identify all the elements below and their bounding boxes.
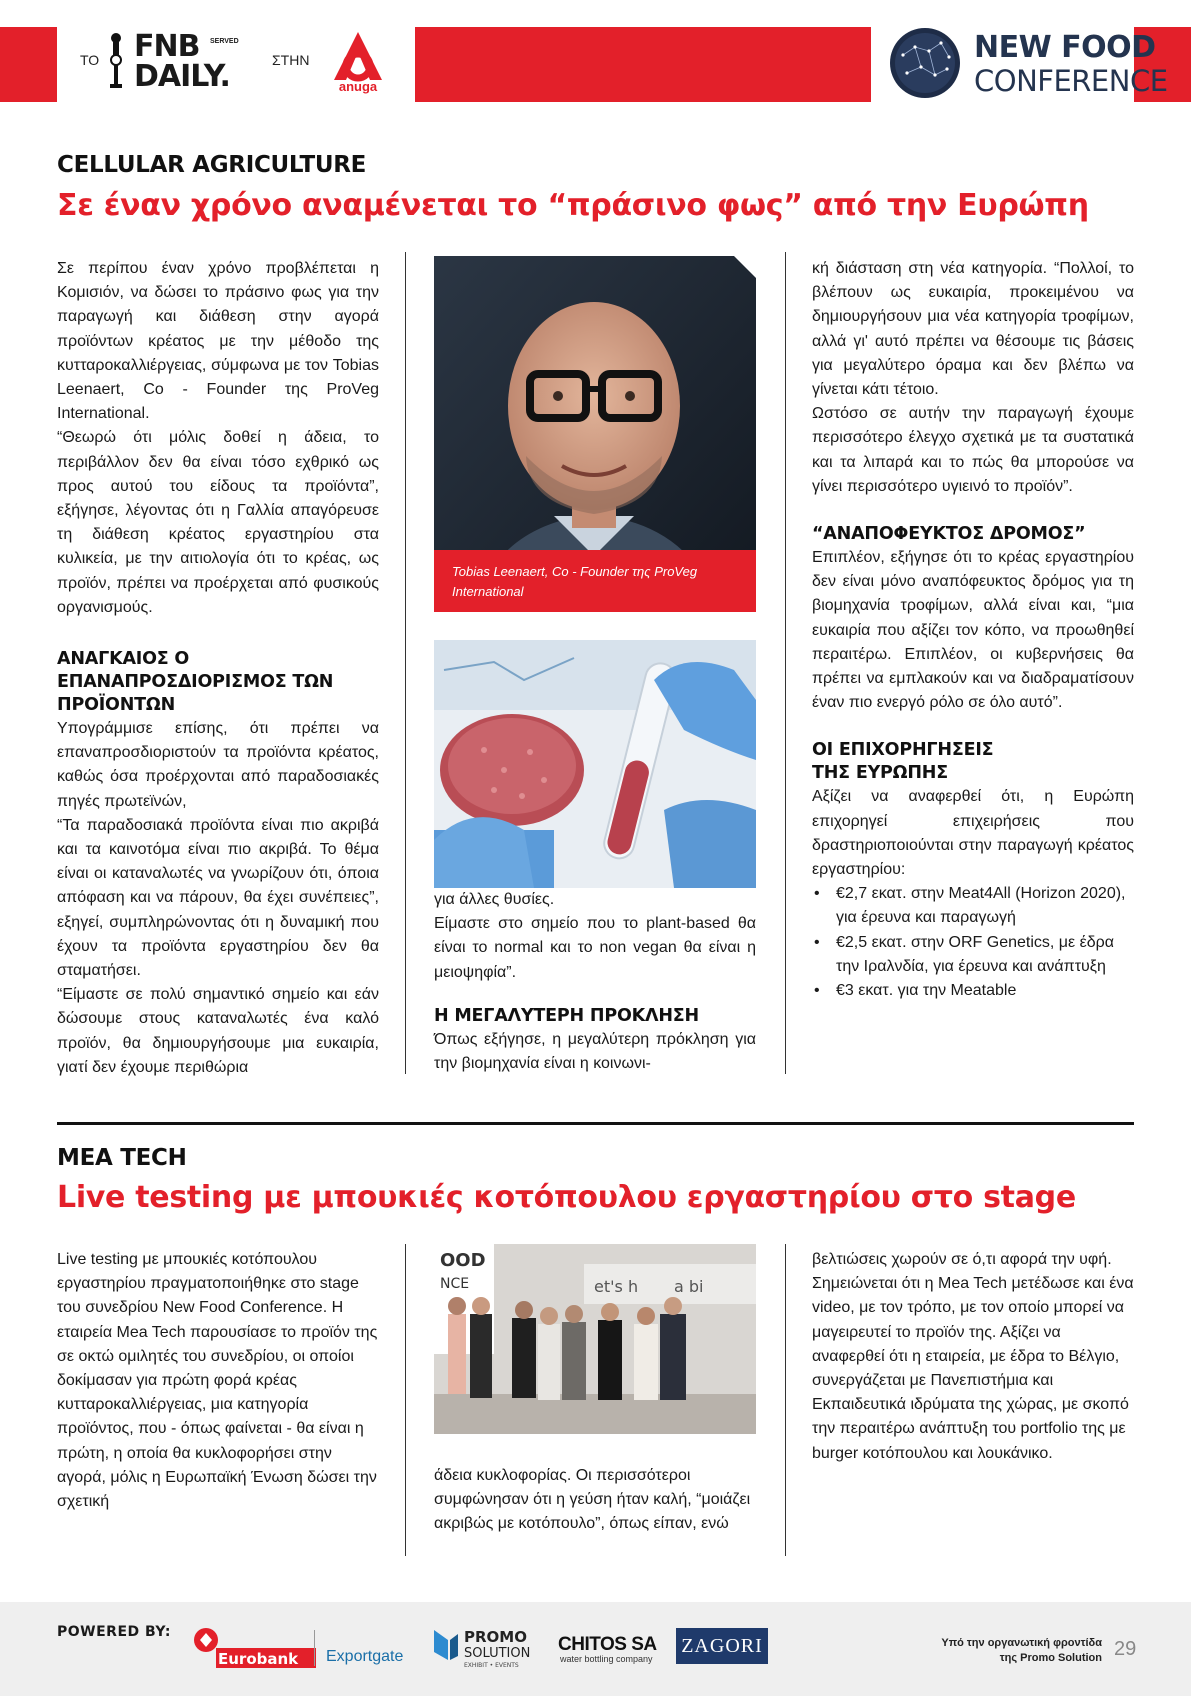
article2-column2: [434, 1464, 756, 1537]
paragraph: Επιπλέον, εξήγησε ότι το κρέας εργαστηρίου δεν είναι μόνο αναπόφευκτος δρόμος για τη βιομηχανία τροφίμων, αλλά είναι και, “μια ευκαιρία που αξίζει τον κόπο, να προωθηθεί περαιτέρω. Επιπλέον, οι κυβερνήσεις θα πρέπει να εμπλακούν και να διαδραματίσουν έναν πιο ενεργό ρόλο σε όλο αυτό”.: [812, 549, 1134, 712]
column-rule: [405, 1244, 406, 1556]
article1-subheading-2: Η ΜΕΓΑΛΥΤΕΡΗ ΠΡΟΚΛΗΣΗ: [434, 1005, 699, 1026]
article2-headline: Live testing με μπουκιές κοτόπουλου εργαστηρίου στο stage: [57, 1180, 1076, 1215]
promo-solution-logo: [434, 1626, 534, 1670]
anuga-logo-text: anuga: [338, 79, 378, 94]
article2-column1: [57, 1248, 379, 1514]
list-item: • €3 εκατ. για την Meatable: [812, 979, 1134, 1003]
exportgate-logo: Exportgate: [326, 1648, 404, 1665]
lab-grown-meat-photo: [434, 640, 756, 888]
header-red-band-left: [0, 27, 57, 102]
header-red-band-middle: [415, 27, 871, 102]
anuga-logo: [330, 28, 386, 94]
paragraph: “Είμαστε σε πολύ σημαντικό σημείο και εάν δώσουμε στους καταναλωτές ένα καλό προϊόν, θα δημιουργήσουμε μια ευκαιρία, γιατί δεν έχουμε περιθώρια: [57, 986, 379, 1076]
section-divider: [57, 1122, 1134, 1125]
article2-kicker: MEA TECH: [57, 1145, 187, 1171]
zagori-logo: ZAGORI: [676, 1628, 768, 1664]
fnb-daily-logo: [106, 28, 256, 94]
globe-icon: [889, 27, 961, 99]
article1-headline: Σε έναν χρόνο αναμένεται το “πράσινο φως” από την Ευρώπη: [57, 188, 1089, 223]
stage-live-testing-photo: [434, 1244, 756, 1434]
article1-subheading-4: ΟΙ ΕΠΙΧΟΡΗΓΗΣΕΙΣ ΤΗΣ ΕΥΡΩΠΗΣ: [812, 740, 994, 784]
fnb-logo-line1: FNB: [134, 29, 200, 64]
list-item: • €2,7 εκατ. στην Meat4All (Horizon 2020), για έρευνα και παραγωγή: [812, 882, 1134, 930]
article1-subheading-3: “ΑΝΑΠΟΦΕΥΚΤΟΣ ΔΡΟΜΟΣ”: [812, 524, 1086, 545]
lamp-icon: [106, 32, 126, 88]
funding-list: [812, 882, 1134, 1003]
paragraph: Σε περίπου έναν χρόνο προβλέπεται η Κομισιόν, να δώσει το πράσινο φως για την παραγωγή και διάθεση στην αγορά προϊόντων κρέατος με την μέθοδο της κυτταροκαλλιέργειας, σύμφωνα με τον Tobias Leenaert, Co - Founder της ProVeg International.: [57, 260, 379, 423]
conference-title-line2: CONFERENCE: [974, 64, 1168, 98]
organizer-note-line1: Υπό την οργανωτική φροντίδα: [941, 1637, 1102, 1649]
header-to-text: ΤΟ: [80, 52, 100, 68]
screen-text-1: et's h: [594, 1277, 639, 1296]
paragraph: κή διάσταση στη νέα κατηγορία. “Πολλοί, το βλέπουν ως ευκαιρία, προκειμένου να δημιουργήσουν μια νέα κατηγορία τροφίμων, αλλά γι' αυτό πρέπει να θέσουμε τις βάσεις για μεγαλύτερο όραμα και δεν βλέπω να γίνεται κάτι τέτοιο.: [812, 260, 1134, 399]
list-item: • €2,5 εκατ. στην ORF Genetics, με έδρα την Ιραλνδία, για έρευνα και ανάπτυξη: [812, 931, 1134, 979]
conference-title-line1: NEW FOOD: [974, 30, 1156, 65]
promo-logo-line1: PROMO: [464, 1628, 527, 1646]
paragraph: Αξίζει να αναφερθεί ότι, η Ευρώπη επιχορηγεί επιχειρήσεις που δραστηριοποιούνται στην παραγωγή κρέατος εργαστηρίου:: [812, 788, 1134, 879]
logo-separator: [314, 1630, 315, 1666]
article1-subheading-1: ΑΝΑΓΚΑΙΟΣ Ο ΕΠΑΝΑΠΡΟΣΔΙΟΡΙΣΜΟΣ ΤΩΝ ΠΡΟΪΟΝΤΩΝ: [57, 649, 334, 716]
paragraph: Όπως εξήγησε, η μεγαλύτερη πρόκληση για την βιομηχανία είναι η κοινωνι-: [434, 1030, 756, 1073]
screen-text-2: a bi: [674, 1277, 704, 1296]
organizer-note-line2: της Promo Solution: [999, 1652, 1102, 1664]
column-rule: [785, 1244, 786, 1556]
article1-kicker: CELLULAR AGRICULTURE: [57, 152, 367, 178]
eurobank-logo: [188, 1626, 318, 1670]
paragraph: Live testing με μπουκιές κοτόπουλου εργαστηρίου πραγματοποιήθηκε στο stage του συνεδρίου New Food Conference. Η εταιρεία Mea Tech παρουσίασε το προϊόν της σε οκτώ ομιλητές του συνεδρίου, οι οποίοι δοκίμασαν για πρώτη φορά κρέας κυτταροκαλλιέργειας, μια κατηγορία προϊόντος, που - όπως φαίνεται - θα είναι η πρώτη, η οποία θα κυκλοφορήσει στην αγορά, μόλις η Ευρωπαϊκή Ένωση δώσει την σχετική: [57, 1251, 378, 1511]
paragraph: βελτιώσεις χωρούν σε ό,τι αφορά την υφή. Σημειώνεται ότι η Mea Tech μετέδωσε και ένα video, με τον τρόπο, με τον οποίο μπορεί να μαγειρευτεί το προϊόν της. Αξίζει να αναφερθεί ότι η εταιρεία, με έδρα το Βέλγιο, συνεργάζεται με Πανεπιστήμια και Εκπαιδευτικά ιδρύματα της χώρας, με σκοπό την περαιτέρω ανάπτυξη του portfolio της με burger κοτόπουλου και λουκάνικο.: [812, 1251, 1134, 1462]
fnb-logo-served: SERVED: [210, 38, 239, 45]
powered-by-label: POWERED BY:: [57, 1624, 171, 1640]
paragraph: Ωστόσο σε αυτήν την παραγωγή έχουμε περισσότερο έλεγχο σχετικά με τα συστατικά και τα λιπαρά και το πώς θα μπορούσε να γίνει περισσότερο υγιεινό το προϊόν”.: [812, 405, 1134, 495]
chitos-logo-line2: water bottling company: [560, 1654, 653, 1664]
tobias-photo-caption: Tobias Leenaert, Co - Founder της ProVeg International: [434, 550, 756, 612]
promo-logo-line2: SOLUTION: [464, 1646, 531, 1661]
stage-sign-text-1: OOD: [440, 1250, 486, 1271]
chitos-logo-line1: CHITOS SA: [558, 1634, 657, 1655]
page-number: 29: [1114, 1638, 1137, 1660]
column-rule: [785, 252, 786, 1074]
sponsors-footer: [0, 1602, 1191, 1696]
paragraph: Υπογράμμισε επίσης, ότι πρέπει να επαναπροσδιοριστούν τα προϊόντα κρέατος, καθώς όσα προέρχονται από παραδοσιακές πηγές πρωτεϊνών,: [57, 720, 379, 810]
chitos-logo: [558, 1630, 658, 1670]
paragraph: άδεια κυκλοφορίας. Οι περισσότεροι συμφώνησαν ότι η γεύση ήταν καλή, “μοιάζει ακριβώς με κοτόπουλο”, όπως είπαν, ενώ: [434, 1467, 751, 1533]
article1-column2: [434, 888, 756, 1076]
eurobank-logo-text: Eurobank: [218, 1650, 299, 1668]
paragraph: “Τα παραδοσιακά προϊόντα είναι πιο ακριβά και τα καινοτόμα είναι πιο ακριβά. Το θέμα είναι οι καταναλωτές να γνωρίζουν ότι, όποια απόφαση και να πάρουν, θα έχει συνέπειες”, εξηγεί, συμπληρώνοντας ότι η δυναμική που έχουν τα προϊόντα εργαστηρίου δεν θα σταματήσει.: [57, 816, 379, 980]
fnb-logo-line2: DAILY.: [134, 59, 230, 94]
column-rule: [405, 252, 406, 1074]
paragraph: Είμαστε στο σημείο που το plant-based θα είναι το normal και το non vegan θα είναι η μειοψηφία”.: [434, 915, 756, 981]
article2-column3: [812, 1248, 1134, 1466]
header-stin-text: ΣΤΗΝ: [272, 52, 310, 68]
page-header: [0, 0, 1191, 102]
article1-column1: [57, 257, 379, 1080]
article1-column3: [812, 257, 1134, 1003]
paragraph: για άλλες θυσίες.: [434, 891, 555, 908]
organizer-note: [880, 1636, 1102, 1666]
stage-sign-text-2: NCE: [440, 1276, 470, 1292]
promo-logo-line3: EXHIBIT • EVENTS: [464, 1662, 519, 1669]
paragraph: “Θεωρώ ότι μόλις δοθεί η άδεια, το περιβάλλον δεν θα είναι τόσο εχθρικό ως προς αυτού του είδους τα προϊόντα”, εξήγησε, λέγοντας ότι η Γαλλία απαγόρευσε τη διάθεση κρέατος εργαστηρίου στα κυλικεία, με την αιτιολογία ότι το κρέας, ως προϊόν, πρέπει να προέρχεται από φυσικούς οργανισμούς.: [57, 429, 379, 616]
